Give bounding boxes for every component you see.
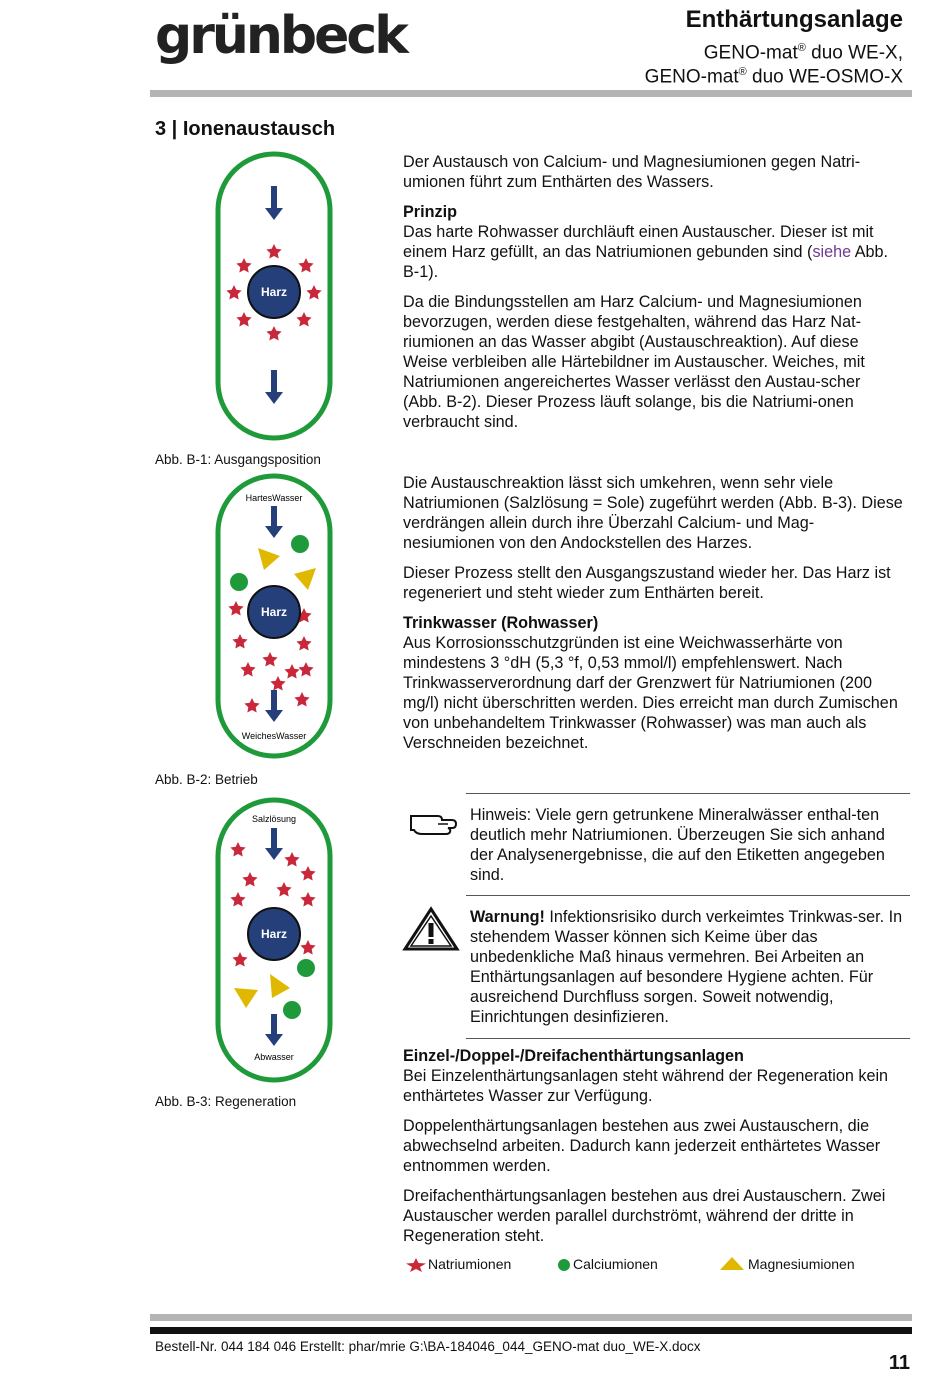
legend-calcium: Calciumionen <box>573 1256 658 1272</box>
inlet-label: Salzlösung <box>251 814 297 824</box>
outlet-label: Abwasser <box>254 1052 294 1062</box>
magnesium-ion <box>270 974 290 998</box>
gruenbeck-logo: grünbeck <box>155 6 406 66</box>
legend-natrium: Natriumionen <box>428 1256 512 1272</box>
magnesium-legend-icon <box>718 1256 746 1272</box>
warning-bottom-rule <box>466 1038 910 1039</box>
note-top-rule <box>466 793 910 794</box>
binding-paragraph: Da die Bindungsstellen am Harz Calcium- und Magnesiumionen bevorzugen, werden diese festgehalten, während das Harz Nat-riumionen an das Wasser abgibt (Austauschreaktion). Auf diese Weise verbleiben alle Härtebildner im Austauscher. Weiches, mit Natriumionen angereichertes Wasser verlässt den Austau-scher (Abb. B-2). Dieser Prozess läuft solange, bis die Natriumi-onen verbraucht sind. <box>403 293 865 431</box>
footer-order-info: Bestell-Nr. 044 184 046 Erstellt: phar/mrie G:\BA-184046_044_GENO-mat duo_WE-X.docx <box>155 1339 701 1354</box>
see-link[interactable]: siehe <box>812 243 852 261</box>
caption-b3: Abb. B-3: Regeneration <box>155 1094 297 1109</box>
resin-label: Harz <box>260 605 288 619</box>
note-separator-rule <box>466 895 910 896</box>
prinzip-heading: Prinzip <box>403 203 457 221</box>
page-number: 11 <box>888 1352 910 1374</box>
natrium-legend-icon <box>404 1257 428 1273</box>
flow-arrow-icon <box>265 370 283 404</box>
flow-arrow-icon <box>265 828 283 860</box>
model-line-2: GENO-mat® duo WE-OSMO-X <box>644 66 903 88</box>
resin-label: Harz <box>260 927 288 941</box>
section-title: 3 | Ionenaustausch <box>155 118 336 140</box>
header-rule <box>150 90 912 97</box>
figure-b3 <box>210 796 340 1086</box>
trinkwasser-heading: Trinkwasser (Rohwasser) <box>403 614 599 632</box>
trinkwasser-paragraph: Trinkwasser (Rohwasser) Aus Korrosionsschutzgründen ist eine Weichwasserhärte von mindestens 3 °dH (5,3 °f, 0,53 mmol/l) empfehlenswert. Nach Trinkwasserverordnung darf der Grenzwert für Natriumionen (200 mg/l) nicht überschritten werden. Dies erreicht man durch Zumischen von unbehandeltem Trinkwasser (Rohwasser) was man auch als Verschneiden bezeichnet. <box>403 614 898 752</box>
dreifach-paragraph: Dreifachenthärtungsanlagen bestehen aus drei Austauschern. Zwei Austauscher werden parallel durchströmt, während der dritte in Regeneration steht. <box>403 1187 886 1245</box>
flow-arrow-icon <box>265 186 283 220</box>
legend-magnesium: Magnesiumionen <box>748 1256 855 1272</box>
magnesium-ion <box>234 988 258 1008</box>
warning-text: Warnung! Infektionsrisiko durch verkeimtes Trinkwas-ser. In stehendem Wasser können sich Keime über das unbedenkliche Maß hinaus vermehren. Bei Arbeiten an Enthärtungsanlagen auf besondere Hygiene achten. Für ausreichend Durchfluss sorgen. Soweit notwendig, Einrichtungen desinfizieren. <box>470 908 903 1026</box>
figure-b1 <box>210 150 340 442</box>
resin-label: Harz <box>260 285 288 299</box>
hint-text: Hinweis: Viele gern getrunkene Mineralwässer enthal-ten deutlich mehr Natriumionen. Überzeugen Sie sich anhand der Analysenergebnisse, die auf den Etiketten angegeben sind. <box>470 806 885 884</box>
caption-b2: Abb. B-2: Betrieb <box>155 772 258 787</box>
text-block-2 <box>403 473 903 763</box>
footer-rule-grey <box>150 1314 912 1321</box>
magnesium-ion <box>294 568 316 590</box>
regenerated-paragraph: Dieser Prozess stellt den Ausgangszustand wieder her. Das Harz ist regeneriert und steht wieder zum Enthärten bereit. <box>403 564 891 602</box>
magnesium-ion <box>258 548 280 570</box>
caption-b1: Abb. B-1: Ausgangsposition <box>155 452 321 467</box>
figure-b2 <box>210 472 340 762</box>
prinzip-paragraph: Prinzip Das harte Rohwasser durchläuft einen Austauscher. Dieser ist mit einem Harz gefüllt, an das Natriumionen gebunden sind (siehe Abb. B-1). <box>403 203 889 281</box>
inlet-label: HartesWasser <box>245 493 303 503</box>
flow-arrow-icon <box>265 690 283 722</box>
text-block-1 <box>403 152 903 442</box>
intro-paragraph: Der Austausch von Calcium- und Magnesiumionen gegen Natri-umionen führt zum Enthärten des Wassers. <box>403 153 861 191</box>
calcium-ion <box>230 573 248 591</box>
flow-arrow-icon <box>265 1014 283 1046</box>
footer-rule-black <box>150 1327 912 1334</box>
warning-icon <box>402 906 460 952</box>
calcium-ion <box>291 535 309 553</box>
text-block-3 <box>403 1046 903 1256</box>
calcium-legend-icon <box>557 1258 571 1272</box>
model-line-1: GENO-mat® duo WE-X, <box>703 42 903 64</box>
doppel-paragraph: Doppelenthärtungsanlagen bestehen aus zwei Austauschern, die abwechselnd arbeiten. Dadurch kann jederzeit enthärtetes Wasser entnommen werden. <box>403 1117 881 1175</box>
pointing-hand-icon <box>408 806 460 836</box>
flow-arrow-icon <box>265 506 283 538</box>
einzel-paragraph: Einzel-/Doppel-/Dreifachenthärtungsanlagen Bei Einzelenthärtungsanlagen steht während der Regeneration kein enthärtetes Wasser zur Verfügung. <box>403 1047 889 1105</box>
calcium-ion <box>297 959 315 977</box>
outlet-label: WeichesWasser <box>241 731 307 741</box>
document-title: Enthärtungsanlage <box>685 6 903 33</box>
reverse-paragraph: Die Austauschreaktion lässt sich umkehren, wenn sehr viele Natriumionen (Salzlösung = Sole) zugeführt werden (Abb. B-3). Diese verdrängen allein durch ihre Überzahl Calcium- und Mag-nesiumionen von den Andockstellen des Harzes. <box>403 474 903 552</box>
calcium-ion <box>283 1001 301 1019</box>
einzel-heading: Einzel-/Doppel-/Dreifachenthärtungsanlagen <box>403 1047 744 1065</box>
